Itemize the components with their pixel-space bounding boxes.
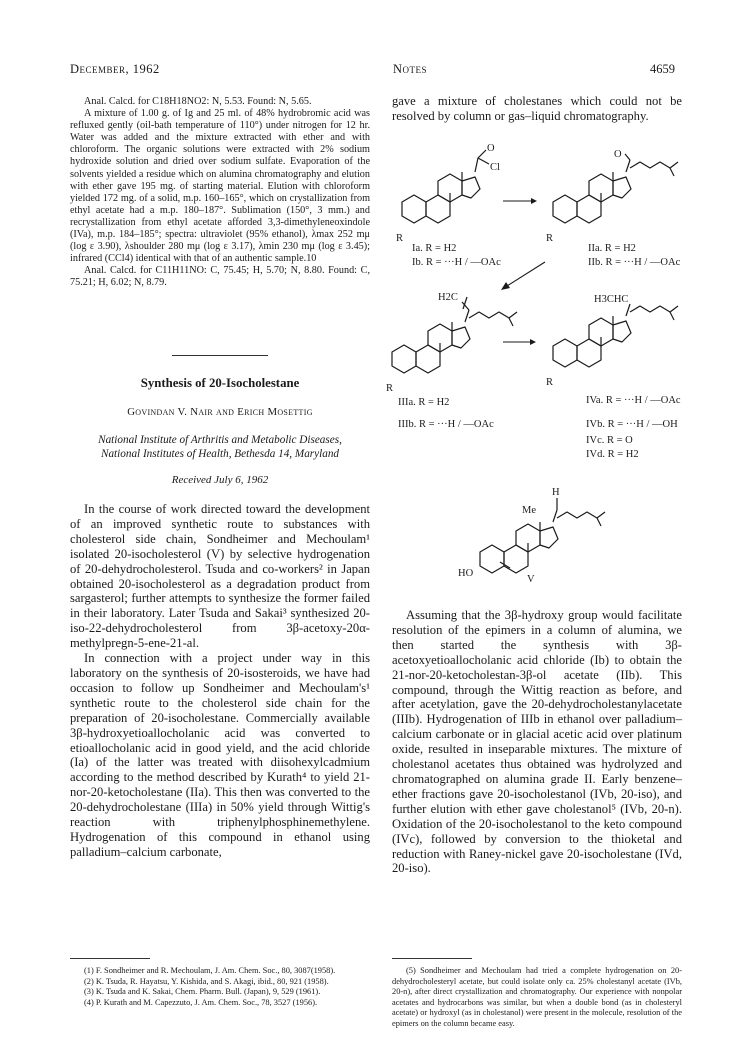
arrow-ii-to-iii <box>501 262 545 290</box>
structure-iv-sidechain <box>626 304 678 320</box>
structure-ii-skeleton <box>553 172 631 223</box>
left-top-experimental <box>70 96 370 290</box>
structure-i-acyl <box>475 150 489 172</box>
footnote-5: (5) Sondheimer and Mechoulam had tried a complete hydrogenation on 20-dehydrocholesteryl acetate, but could isolate only ca. 25% cholestanyl acetate (IVb, 20-n), after direct crystallization and chromatography. Our experience with nonpolar acetates and hydrocarbons was similar, but when a double bond (as in cholesteryl acetate) or hydroxyl (as in cholestanol) were present in the molecule, resolution of the epimers on the column became easy. <box>392 966 682 1028</box>
label-ivb: IVb. R = ···H / —OH <box>586 419 678 430</box>
analysis-paragraph-1: Anal. Calcd. for C18H18NO2: N, 5.53. Found: N, 5.65. <box>84 96 312 107</box>
label-ib: Ib. R = ···H / —OAc <box>412 257 501 268</box>
structure-i-skeleton <box>402 172 480 223</box>
label-iva: IVa. R = ···H / —OAc <box>586 395 681 406</box>
structure-iii-skeleton <box>392 322 470 373</box>
arrow-i-to-ii <box>503 198 537 204</box>
structure-iv-skeleton <box>553 316 631 367</box>
left-body-text <box>70 502 370 860</box>
article-affiliation <box>70 434 370 461</box>
label-r-iv: R <box>546 377 554 388</box>
label-iiib: IIIb. R = ···H / —OAc <box>398 419 494 430</box>
label-ho: HO <box>458 568 474 579</box>
footnote-rule-right <box>392 958 472 959</box>
label-iiia: IIIa. R = H2 <box>398 397 450 408</box>
page-number: 4659 <box>650 62 675 76</box>
label-h3chc: H3CHC <box>594 294 629 305</box>
right-top-text <box>392 94 682 124</box>
right-body-text <box>392 608 682 876</box>
label-r-iii: R <box>386 383 394 394</box>
left-footnotes <box>70 966 370 1008</box>
right-footnotes <box>392 966 682 1030</box>
method-paragraph: In connection with a project under way in this laboratory on the synthesis of 20-isosteroids, we have had occasion to follow up Sondheimer and Mechoulam's¹ synthetic route to the cholesterol side chain for the preparation of 20-isocholestane. Commercially available 3β-hydroxyetioallocholanic acid was converted to etioallocholanic acid in good yield, and the acid chloride (Ia) of the latter was treated with diisohexylcadmium according to the method described by Kurath⁴ to yield 21-nor-20-ketocholestane (IIa). This then was converted to the 20-dehydrocholestane (IIIa) in 50% yield through Wittig's reaction with triphenylphosphinemethylene. Hydrogenation of this compound in ethanol using palladium–calcium carbonate, <box>70 651 370 859</box>
structure-iii-sidechain <box>462 297 517 326</box>
label-carbonyl-o-i: O <box>487 143 495 154</box>
label-h2c: H2C <box>438 292 458 303</box>
affiliation-line-2: National Institutes of Health, Bethesda 14, Maryland <box>100 447 340 460</box>
continuation-paragraph: gave a mixture of cholestanes which could not be resolved by column or gas–liquid chromatography. <box>392 94 682 123</box>
label-r-i: R <box>396 233 404 244</box>
affiliation-line-1: National Institute of Arthritis and Metabolic Diseases, <box>98 434 342 446</box>
label-r-ii: R <box>546 233 554 244</box>
section-divider <box>172 355 268 356</box>
footnote-1: (1) F. Sondheimer and R. Mechoulam, J. Am. Chem. Soc., 80, 3087(1958). <box>84 966 336 975</box>
label-ivc: IVc. R = O <box>586 435 633 446</box>
structure-v-sidechain <box>500 498 605 568</box>
label-v: V <box>527 574 535 585</box>
label-ketone-o-ii: O <box>614 149 622 160</box>
received-date: Received July 6, 1962 <box>171 474 269 486</box>
running-head-section: Notes <box>393 62 428 76</box>
footnote-2: (2) K. Tsuda, R. Hayatsu, Y. Kishida, and S. Akagi, ibid., 80, 921 (1958). <box>84 976 329 986</box>
footnote-4: (4) P. Kurath and M. Capezzuto, J. Am. Chem. Soc., 78, 3527 (1956). <box>84 997 318 1007</box>
running-head-journal-date: December, 1962 <box>70 62 160 76</box>
label-ia: Ia. R = H2 <box>412 243 457 254</box>
label-me: Me <box>522 505 536 516</box>
footnote-rule-left <box>70 958 150 959</box>
assumption-paragraph: Assuming that the 3β-hydroxy group would facilitate resolution of the epimers in a column of alumina, we then started the synthesis with 3β-acetoxyetioallocholanic acid chloride (Ib) to obtain the 21-nor-20-ketocholestan-3β-ol acetate (IIb). This compound, through the Wittig reaction as before, and after acetylation, gave the 20-dehydrocholestanylacetate (IIIb). Hydrogenation of IIIb in ethanol over palladium–calcium carbonate or in glacial acetic acid over platinum oxide, resulted in inseparable mixtures. The mixture of cholestanol acetates thus obtained was hydrolyzed and chromatographed on alumina grade II. Early benzene–ether fractions gave 20-isocholestanol (IVb, 20-iso), and further elution with ether gave cholestanol⁵ (IVb, 20-n). Oxidation of the 20-isocholestanol to the keto compound (IVc), followed by conversion to the thioketal and reduction with Raney-nickel gave 20-isocholestane (IVd, 20-iso). <box>392 608 682 876</box>
article-authors: Govindan V. Nair and Erich Mosettig <box>127 406 313 418</box>
structure-v-skeleton <box>480 522 558 573</box>
label-h-v: H <box>552 487 560 498</box>
footnote-3: (3) K. Tsuda and K. Sakai, Chem. Pharm. Bull. (Japan), 9, 529 (1961). <box>84 987 321 997</box>
analysis-paragraph-2: Anal. Calcd. for C11H11NO: C, 75.45; H, 5.70; N, 8.80. Found: C, 75.21; H, 6.02; N, 8.79. <box>70 265 370 289</box>
label-ivd: IVd. R = H2 <box>586 449 639 460</box>
structure-ii-sidechain <box>625 154 678 176</box>
arrow-iii-to-iv <box>503 339 536 345</box>
label-cl-i: Cl <box>490 162 500 173</box>
label-iia: IIa. R = H2 <box>588 243 636 254</box>
procedure-paragraph: A mixture of 1.00 g. of Ig and 25 ml. of 48% hydrobromic acid was refluxed gently (oil-bath temperature of 110°) under nitrogen for 12 hr. Water was added and the mixture extracted with ether and with chloroform. The organic solutions were extracted with 2% sodium hydroxide solution and dried over sodium sulfate. Evaporation of the solvents yielded a residue which on alumina chromatography and elution with ether gave 195 mg. of starting material. Elution with chloroform yielded 172 mg. of a solid, m.p. 160–165°, which on crystallization from ethyl acetate had a m.p. 180–187°. Sublimation (150°, 3 mm.) and recrystallization from ethyl acetate afforded 3,3-dimethyleneoxindole (IVa), m.p. 184–185°; spectra: ultraviolet (95% ethanol), λmax 252 mμ (log ε 3.90), λshoulder 280 mμ (log ε 3.17), λmin 230 mμ (log ε 3.45); infrared (CCl4) identical with that of an authentic sample.10 <box>70 108 370 265</box>
intro-paragraph: In the course of work directed toward the development of an improved synthetic route to substances with cholesterol side chain, Sondheimer and Mechoulam¹ isolated 20-isocholesterol (V) by selective hydrogenation of 20-dehydrocholesterol. Tsuda and co-workers² in Japan obtained 20-isocholesterol as a degradation product from sargasterol; further attempts to synthesize the former failed in their laboratory. Later Tsuda and Sakai³ synthesized 20-iso-22-dehydrocholesterol from 3β-acetoxy-20α-methylpregn-5-ene-21-al. <box>70 502 370 651</box>
label-iib: IIb. R = ···H / —OAc <box>588 257 681 268</box>
article-title: Synthesis of 20-Isocholestane <box>140 376 300 390</box>
